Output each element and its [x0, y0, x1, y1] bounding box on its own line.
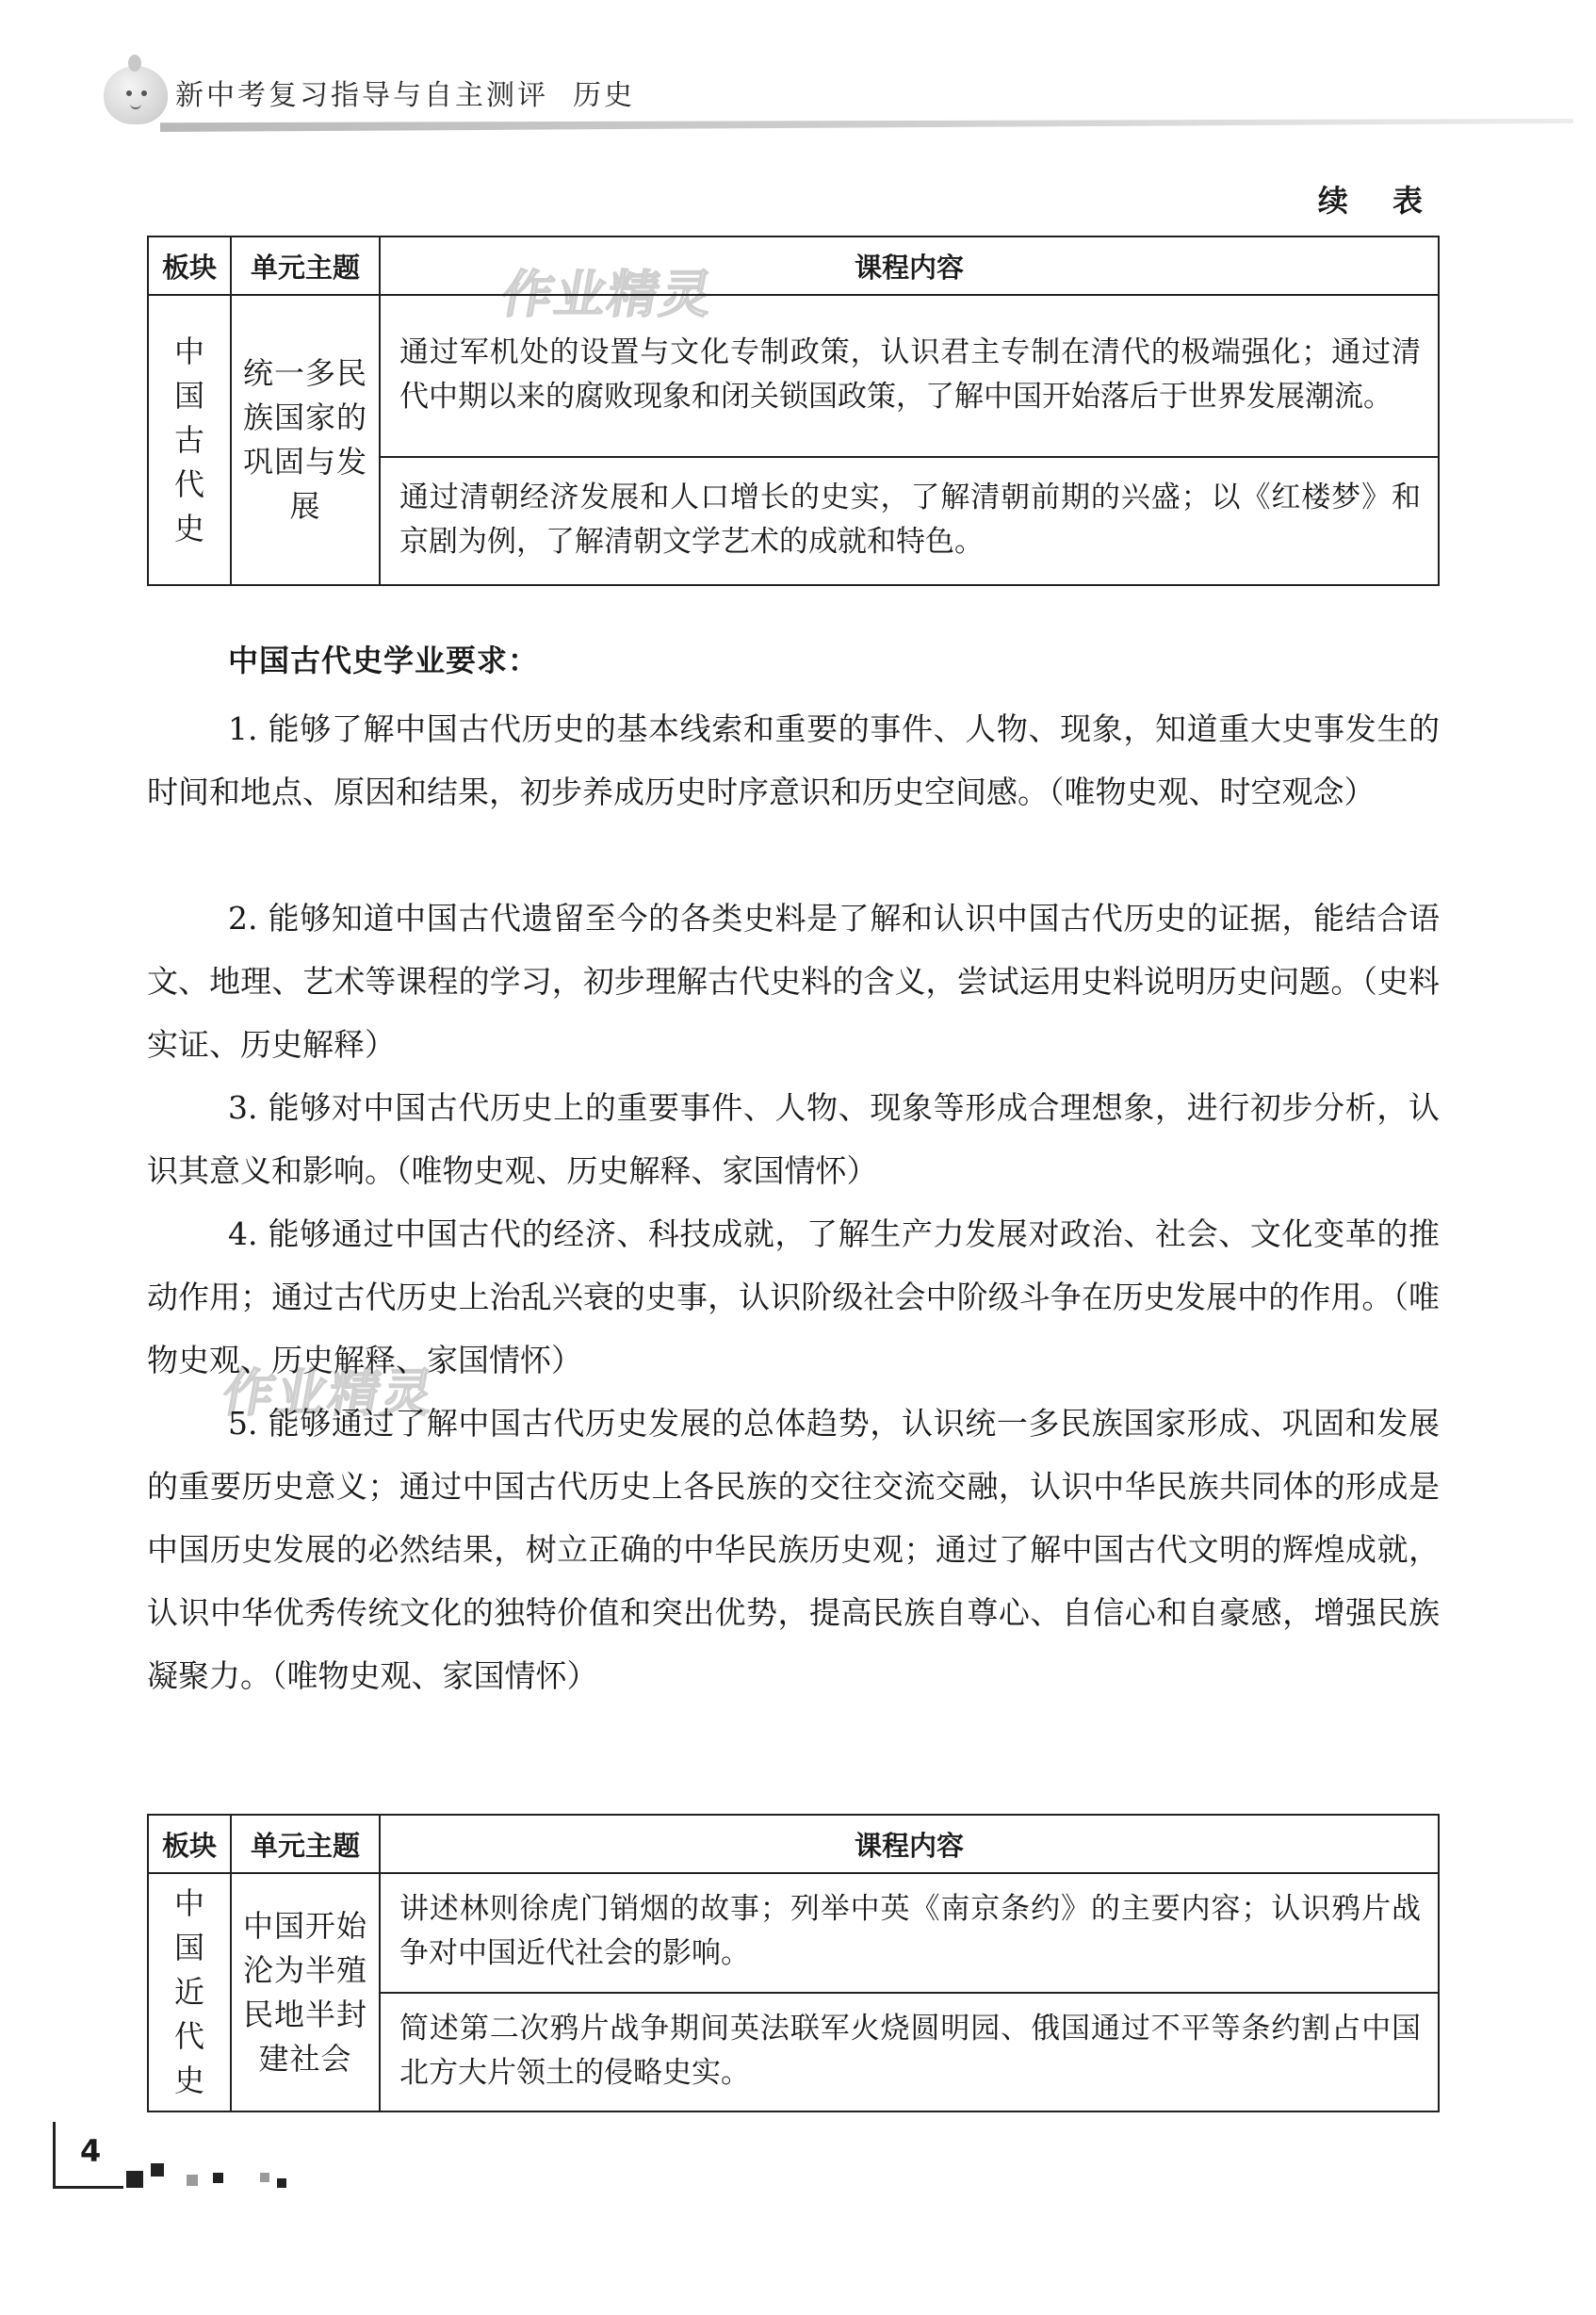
- header-content: 课程内容: [380, 1815, 1439, 1873]
- block-label: 中 国 古 代 史: [173, 333, 204, 546]
- unit-label: 统一多民 族国家的 巩固与发 展: [243, 355, 368, 524]
- content-cell: 通过清朝经济发展和人口增长的史实，了解清朝前期的兴盛；以《红楼梦》和京剧为例，了解清朝文学艺术的成就和特色。: [380, 457, 1439, 585]
- requirement-item: 1. 能够了解中国古代历史的基本线索和重要的事件、人物、现象，知道重大史事发生的时间和地点、原因和结果，初步养成历史时序意识和历史空间感。（唯物史观、时空观念）: [147, 710, 1440, 810]
- header-content: 课程内容: [380, 236, 1439, 295]
- unit-label: 中国开始 沦为半殖 民地半封 建社会: [243, 1907, 368, 2077]
- decorative-square: [151, 2163, 164, 2176]
- table-header-row: [148, 236, 1439, 295]
- content-cell: 简述第二次鸦片战争期间英法联军火烧圆明园、俄国通过不平等条约割占中国北方大片领土的侵略史实。: [380, 1993, 1439, 2112]
- decorative-square: [126, 2171, 143, 2188]
- block-cell: [148, 1873, 231, 2111]
- watermark: 作业精灵: [218, 1363, 440, 1423]
- header-block: 板块: [148, 236, 231, 295]
- header-unit: 单元主题: [231, 1815, 380, 1873]
- requirement-item: 2. 能够知道中国古代遗留至今的各类史料是了解和认识中国古代历史的证据，能结合语文、地理、艺术等课程的学习，初步理解古代史料的含义，尝试运用史料说明历史问题。（史料实证、历史解释）: [147, 900, 1440, 1063]
- requirement-item: 5. 能够通过了解中国古代历史发展的总体趋势，认识统一多民族国家形成、巩固和发展的重要历史意义；通过中国古代历史上各民族的交往交流交融，认识中华民族共同体的形成是中国历史发展的必然结果，树立正确的中华民族历史观；通过了解中国古代文明的辉煌成就，认识中华优秀传统文化的独特价值和突出优势，提高民族自尊心、自信心和自豪感，增强民族凝聚力。（唯物史观、家国情怀）: [147, 1405, 1440, 1694]
- book-title: 新中考复习指导与自主测评: [175, 79, 548, 112]
- requirements-title: 中国古代史学业要求：: [228, 643, 540, 678]
- course-table-ancient: [147, 236, 1440, 586]
- block-label: 中 国 近 代 史: [173, 1885, 204, 2098]
- decorative-square: [213, 2173, 223, 2183]
- requirement-item: 3. 能够对中国古代历史上的重要事件、人物、现象等形成合理想象，进行初步分析，认识其意义和影响。（唯物史观、历史解释、家国情怀）: [147, 1089, 1440, 1189]
- content-cell: 通过军机处的设置与文化专制政策，认识君主专制在清代的极端强化；通过清代中期以来的腐败现象和闭关锁国政策，了解中国开始落后于世界发展潮流。: [380, 295, 1439, 457]
- unit-cell: [231, 295, 380, 585]
- subject-label: 历史: [573, 79, 635, 112]
- table-row: [148, 1873, 1439, 1993]
- header-title: [175, 72, 635, 113]
- page-header: [104, 58, 1573, 134]
- header-block: 板块: [148, 1815, 231, 1873]
- unit-cell: [231, 1873, 380, 2111]
- requirement-item: 4. 能够通过中国古代的经济、科技成就，了解生产力发展对政治、社会、文化变革的推动作用；通过古代历史上治乱兴衰的史事，认识阶级社会中阶级斗争在历史发展中的作用。（唯物史观、历史解释、家国情怀）: [147, 1215, 1440, 1378]
- continued-label: 续 表: [1317, 183, 1440, 219]
- header-rule: [160, 119, 1573, 132]
- block-cell: [148, 295, 231, 585]
- header-unit: 单元主题: [231, 236, 380, 295]
- watermark: 作业精灵: [497, 265, 719, 324]
- decorative-square: [260, 2173, 269, 2182]
- decorative-square: [277, 2178, 286, 2188]
- content-cell: 讲述林则徐虎门销烟的故事；列举中英《南京条约》的主要内容；认识鸦片战争对中国近代社会的影响。: [380, 1873, 1439, 1993]
- table-header-row: [148, 1815, 1439, 1873]
- decorative-square: [187, 2175, 198, 2186]
- page-number-label: 4: [80, 2133, 102, 2169]
- course-table-modern: [147, 1814, 1440, 2112]
- page-number: [53, 2122, 123, 2189]
- mascot-icon: [104, 66, 168, 124]
- table-row: [148, 295, 1439, 457]
